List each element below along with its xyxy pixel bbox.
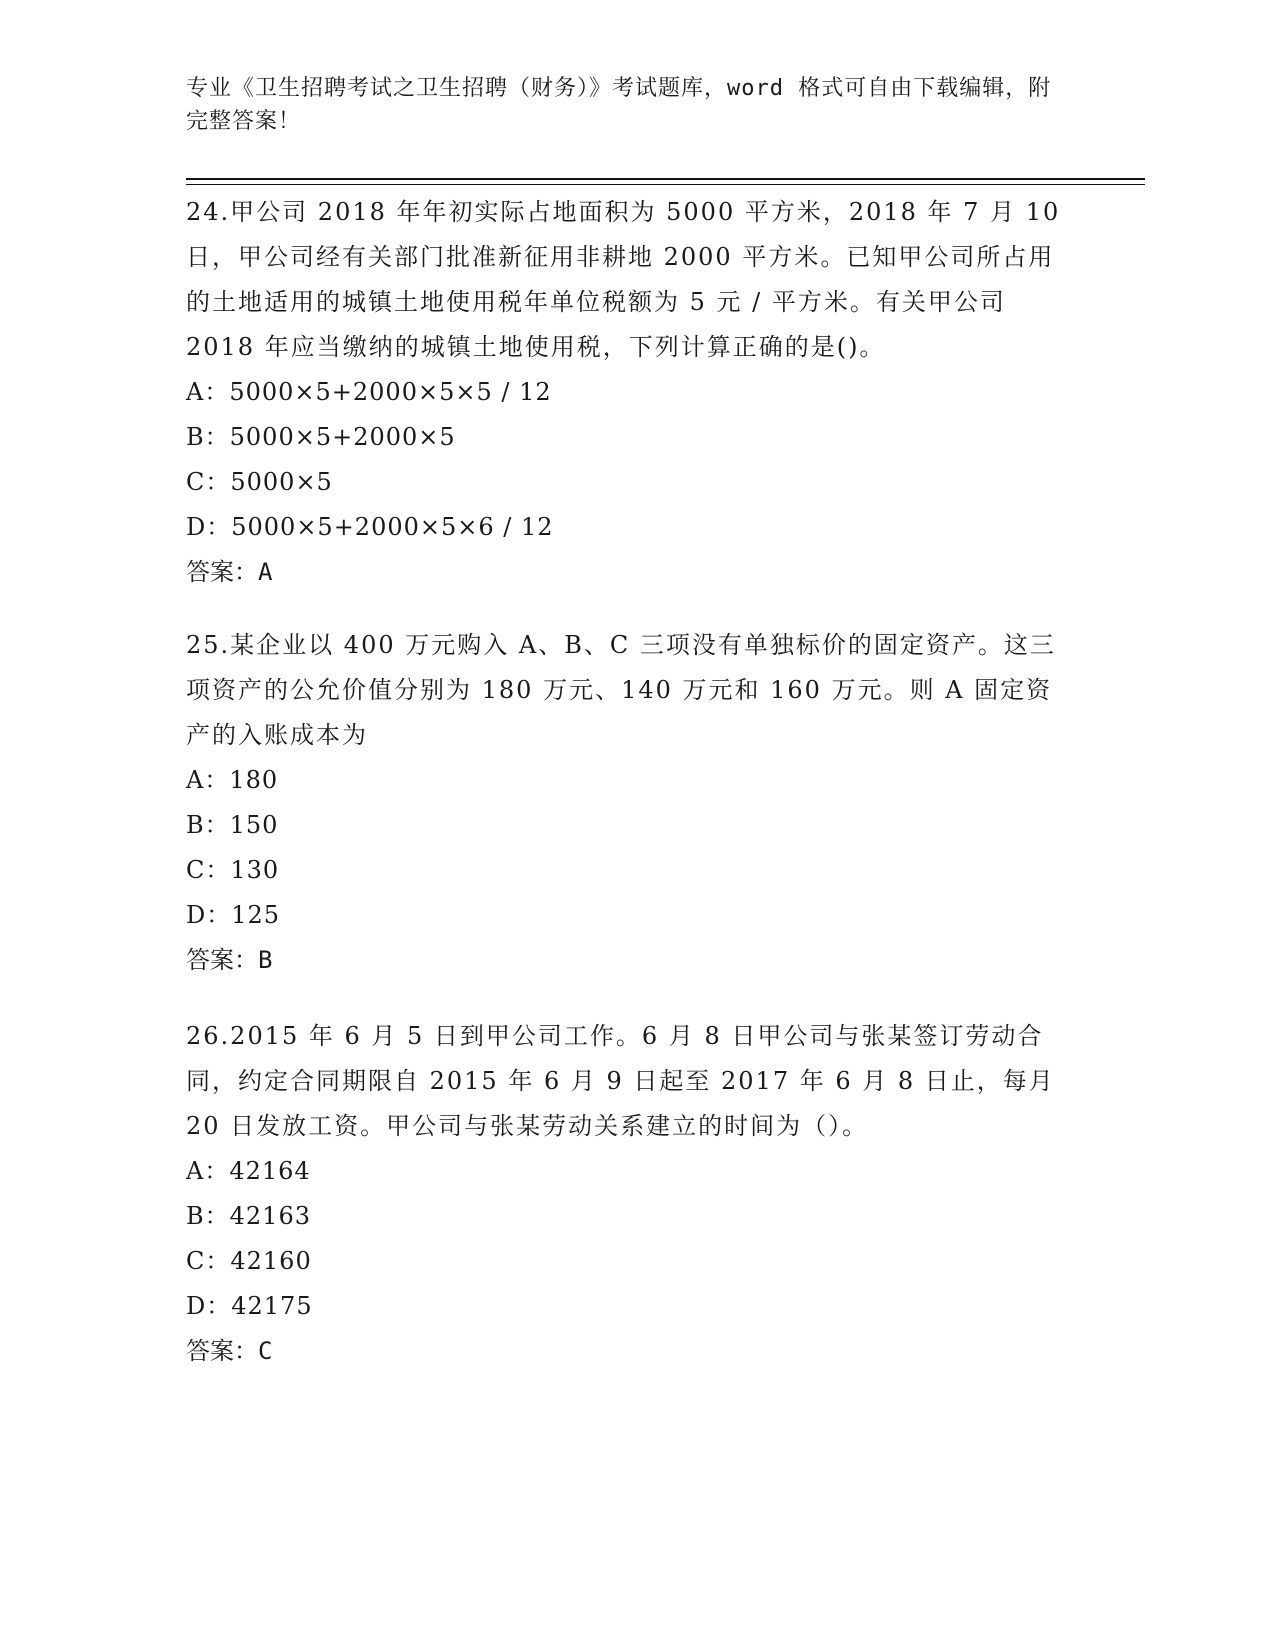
- option-b: B：150: [186, 811, 279, 839]
- question-26: [186, 1014, 1066, 1374]
- option-b: B：42163: [186, 1202, 311, 1230]
- option-d: D：5000×5+2000×5×6 / 12: [186, 513, 554, 541]
- question-text: 24.甲公司 2018 年年初实际占地面积为 5000 平方米，2018 年 7 月 10 日，甲公司经有关部门批准新征用非耕地 2000 平方米。已知甲公司所占用的土地适用的城镇土地使用税年单位税额为 5 元 / 平方米。有关甲公司 2018 年应当缴纳的城镇土地使用税，下列计算正确的是()。: [186, 198, 1061, 361]
- option-c: C：42160: [186, 1247, 312, 1275]
- question-25: [186, 623, 1066, 983]
- option-c: C：130: [186, 856, 280, 884]
- question-24: [186, 190, 1066, 595]
- option-d: D：125: [186, 901, 281, 929]
- option-c: C：5000×5: [186, 468, 333, 496]
- answer-label: 答案：A: [186, 558, 273, 586]
- option-d: D：42175: [186, 1292, 313, 1320]
- answer-label: 答案：B: [186, 946, 273, 974]
- question-text: 25.某企业以 400 万元购入 A、B、C 三项没有单独标价的固定资产。这三项资产的公允价值分别为 180 万元、140 万元和 160 万元。则 A 固定资产的入账成本为: [186, 631, 1056, 749]
- document-header-note: 专业《卫生招聘考试之卫生招聘（财务）》考试题库，word 格式可自由下载编辑，附完整答案！: [186, 76, 1052, 134]
- option-a: A：5000×5+2000×5×5 / 12: [186, 378, 552, 406]
- answer-label: 答案：C: [186, 1337, 273, 1365]
- header-divider-thin: [186, 184, 1145, 185]
- option-a: A：180: [186, 766, 279, 794]
- header-divider-thick: [186, 178, 1145, 180]
- option-b: B：5000×5+2000×5: [186, 423, 456, 451]
- option-a: A：42164: [186, 1157, 311, 1185]
- question-text: 26.2015 年 6 月 5 日到甲公司工作。6 月 8 日甲公司与张某签订劳动合同，约定合同期限自 2015 年 6 月 9 日起至 2017 年 6 月 8 日止，每月 20 日发放工资。甲公司与张某劳动关系建立的时间为（）。: [186, 1022, 1055, 1140]
